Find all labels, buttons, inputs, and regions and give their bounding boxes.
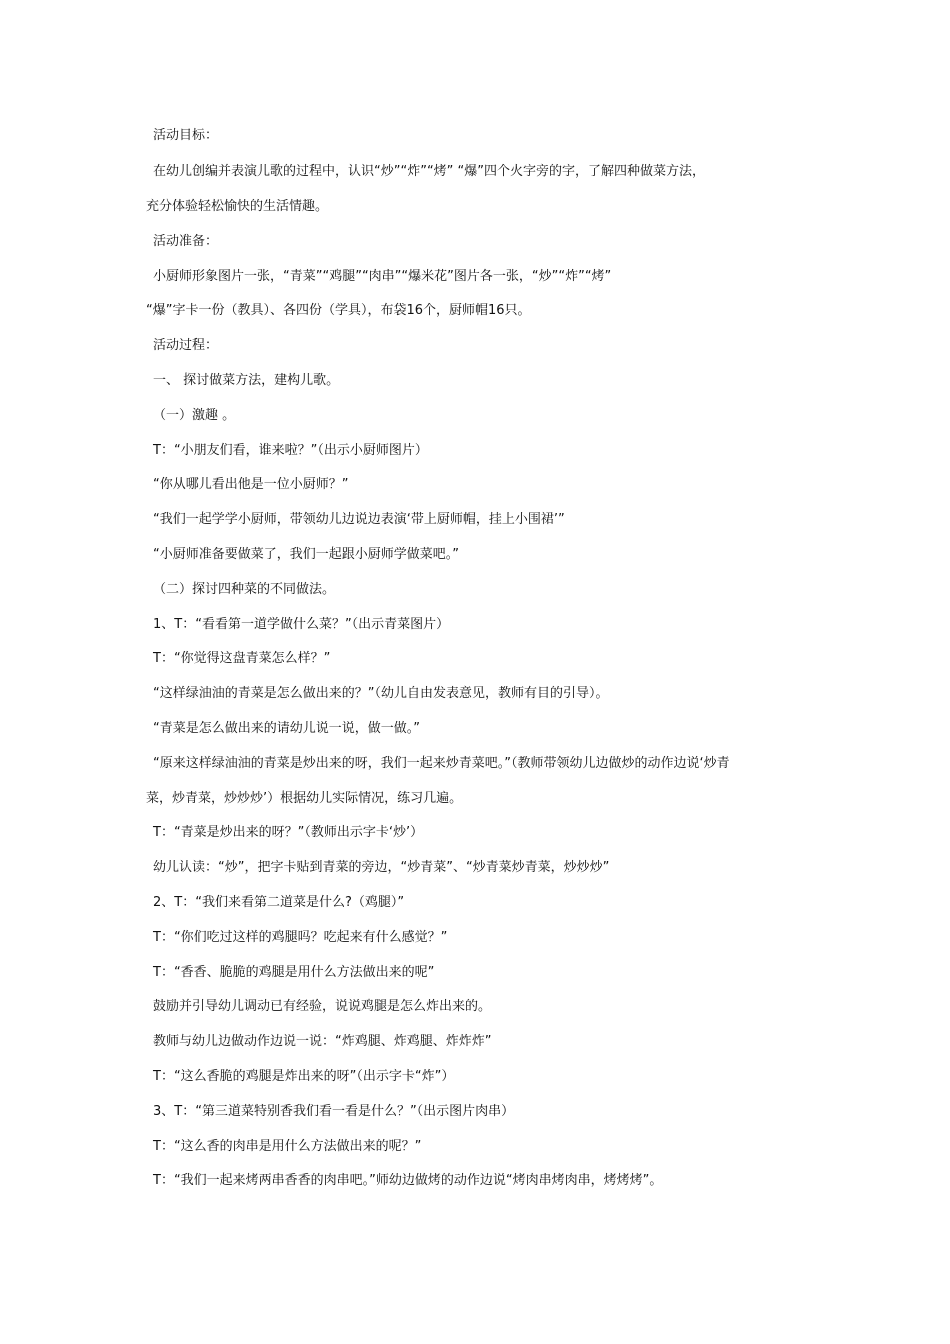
paragraph-line: “青菜是怎么做出来的请幼儿说一说，做一做。” bbox=[153, 721, 420, 736]
paragraph-line: 3、T：“第三道菜特别香我们看一看是什么？”（出示图片肉串） bbox=[153, 1104, 515, 1119]
paragraph-line: 教师与幼儿边做动作边说一说：“炸鸡腿、炸鸡腿、炸炸炸” bbox=[153, 1034, 492, 1049]
paragraph-line: T：“香香、脆脆的鸡腿是用什么方法做出来的呢” bbox=[153, 965, 435, 980]
paragraph-line: T：“青菜是炒出来的呀？”（教师出示字卡‘炒’） bbox=[153, 825, 424, 840]
paragraph-line: T：“这么香的肉串是用什么方法做出来的呢？” bbox=[153, 1139, 422, 1154]
paragraph-line: T：“小朋友们看，谁来啦？”（出示小厨师图片） bbox=[153, 443, 428, 458]
paragraph-line: T：“你们吃过这样的鸡腿吗？吃起来有什么感觉？” bbox=[153, 930, 448, 945]
paragraph-line: “我们一起学学小厨师，带领幼儿边说边表演‘带上厨师帽，挂上小围裙’” bbox=[153, 512, 565, 527]
paragraph-line: T：“我们一起来烤两串香香的肉串吧。”师幼边做烤的动作边说“烤肉串烤肉串，烤烤烤”。 bbox=[153, 1173, 663, 1188]
paragraph-line: 1、T：“看看第一道学做什么菜？”（出示青菜图片） bbox=[153, 617, 450, 632]
paragraph-line: 鼓励并引导幼儿调动已有经验，说说鸡腿是怎么炸出来的。 bbox=[153, 999, 492, 1014]
paragraph-line: 幼儿认读：“炒”，把字卡贴到青菜的旁边，“炒青菜”、“炒青菜炒青菜，炒炒炒” bbox=[153, 860, 610, 875]
subheading-line: （一）激趣 。 bbox=[153, 408, 236, 423]
paragraph-line: T：“这么香脆的鸡腿是炸出来的呀”（出示字卡“炸”） bbox=[153, 1069, 455, 1084]
subheading-line: 一、 探讨做菜方法，建构儿歌。 bbox=[153, 373, 340, 388]
paragraph-line: “这样绿油油的青菜是怎么做出来的？”（幼儿自由发表意见，教师有目的引导）。 bbox=[153, 686, 609, 701]
paragraph-line: 菜，炒青菜，炒炒炒’）根据幼儿实际情况，练习几遍。 bbox=[146, 791, 463, 806]
paragraph-line: 小厨师形象图片一张，“青菜”“鸡腿”“肉串”“爆米花”图片各一张，“炒”“炸”“烤” bbox=[153, 269, 612, 284]
paragraph-line: “你从哪儿看出他是一位小厨师？” bbox=[153, 477, 349, 492]
paragraph-line: T：“你觉得这盘青菜怎么样？” bbox=[153, 651, 331, 666]
section-heading-process: 活动过程： bbox=[153, 338, 219, 353]
paragraph-line: 充分体验轻松愉快的生活情趣。 bbox=[146, 199, 329, 214]
paragraph-line: 2、T：“我们来看第二道菜是什么?（鸡腿）” bbox=[153, 895, 405, 910]
paragraph-line: 在幼儿创编并表演儿歌的过程中，认识“炒”“炸”“烤” “爆”四个火字旁的字，了解四种做菜方法， bbox=[153, 164, 706, 179]
subheading-line: （二）探讨四种菜的不同做法。 bbox=[153, 582, 336, 597]
paragraph-line: “爆”字卡一份（教具）、各四份（学具），布袋16个，厨师帽16只。 bbox=[146, 303, 531, 318]
section-heading-goals: 活动目标： bbox=[153, 128, 219, 143]
paragraph-line: “小厨师准备要做菜了，我们一起跟小厨师学做菜吧。” bbox=[153, 547, 459, 562]
section-heading-preparation: 活动准备： bbox=[153, 234, 219, 249]
paragraph-line: “原来这样绿油油的青菜是炒出来的呀，我们一起来炒青菜吧。”（教师带领幼儿边做炒的动作边说‘炒青 bbox=[153, 756, 730, 771]
